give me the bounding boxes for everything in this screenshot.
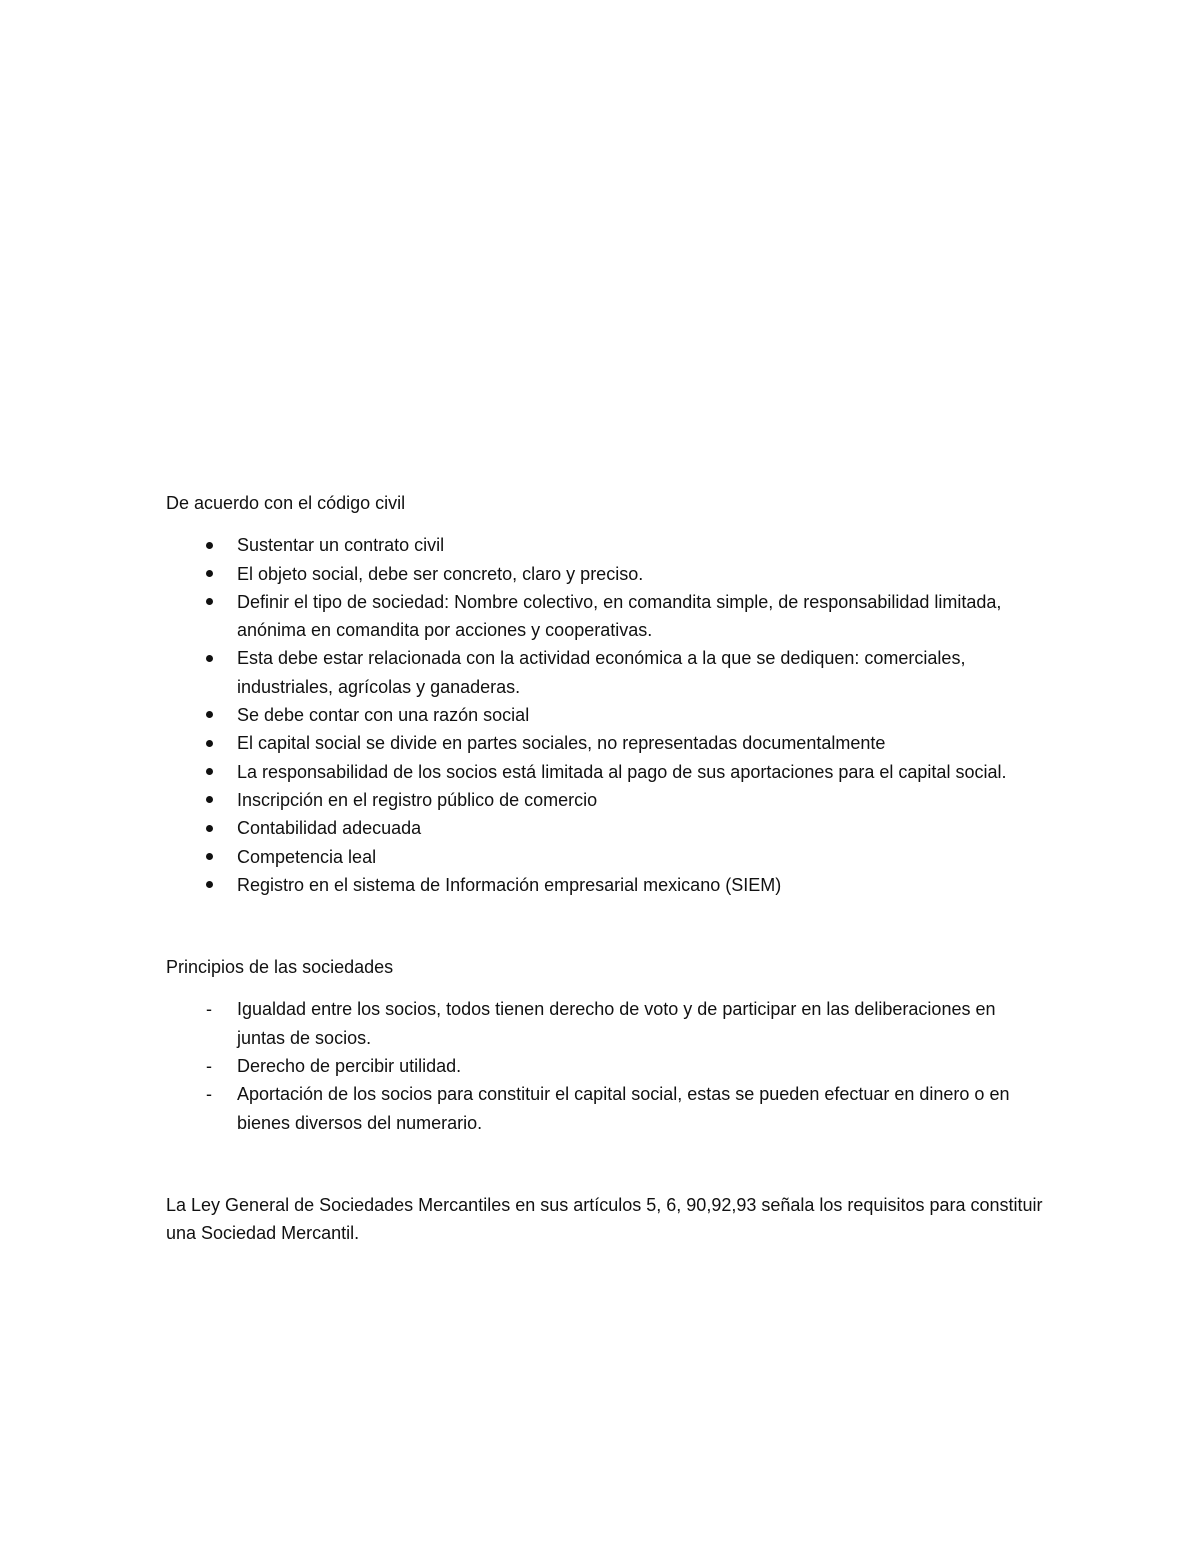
bullet-dot-icon	[202, 814, 216, 842]
bullet-dash-icon: -	[206, 1084, 212, 1105]
bullet-dash-icon: -	[206, 1056, 212, 1077]
requirements-bullet-list	[166, 531, 1046, 899]
principles-dash-list	[166, 995, 1046, 1136]
list-item: Se debe contar con una razón social	[166, 701, 1046, 729]
document-body	[166, 489, 1046, 1248]
list-item: Esta debe estar relacionada con la actividad económica a la que se dediquen: comerciales, industriales, agrícolas y ganaderas.	[166, 644, 1046, 701]
bullet-dot-icon	[202, 531, 216, 559]
list-item: La responsabilidad de los socios está limitada al pago de sus aportaciones para el capital social.	[166, 758, 1046, 786]
bullet-dot-icon	[202, 871, 216, 899]
bullet-dot-icon	[202, 758, 216, 786]
bullet-dot-icon	[202, 588, 216, 616]
bullet-dot-icon	[202, 843, 216, 871]
spacer	[166, 1137, 1046, 1191]
list-item: Inscripción en el registro público de comercio	[166, 786, 1046, 814]
spacer	[166, 899, 1046, 953]
list-item: - Derecho de percibir utilidad.	[166, 1052, 1046, 1080]
list-item: El objeto social, debe ser concreto, claro y preciso.	[166, 560, 1046, 588]
list-item: - Aportación de los socios para constituir el capital social, estas se pueden efectuar en dinero o en bienes diversos del numerario.	[166, 1080, 1046, 1137]
closing-paragraph: La Ley General de Sociedades Mercantiles en sus artículos 5, 6, 90,92,93 señala los requisitos para constituir una Sociedad Mercantil.	[166, 1194, 1043, 1244]
bullet-dot-icon	[202, 701, 216, 729]
list-item: Competencia leal	[166, 843, 1046, 871]
section-heading-codigo-civil: De acuerdo con el código civil	[166, 493, 406, 513]
list-item: Definir el tipo de sociedad: Nombre colectivo, en comandita simple, de responsabilidad limitada, anónima en comandita por acciones y cooperativas.	[166, 588, 1046, 645]
bullet-dot-icon	[202, 644, 216, 672]
bullet-dash-icon: -	[206, 999, 212, 1020]
bullet-dot-icon	[202, 729, 216, 757]
bullet-dot-icon	[202, 786, 216, 814]
bullet-dot-icon	[202, 560, 216, 588]
list-item: El capital social se divide en partes sociales, no representadas documentalmente	[166, 729, 1046, 757]
list-item: Sustentar un contrato civil	[166, 531, 1046, 559]
list-item: Registro en el sistema de Información empresarial mexicano (SIEM)	[166, 871, 1046, 899]
list-item: Contabilidad adecuada	[166, 814, 1046, 842]
list-item: - Igualdad entre los socios, todos tienen derecho de voto y de participar en las deliberaciones en juntas de socios.	[166, 995, 1046, 1052]
section-heading-principios: Principios de las sociedades	[166, 957, 394, 978]
